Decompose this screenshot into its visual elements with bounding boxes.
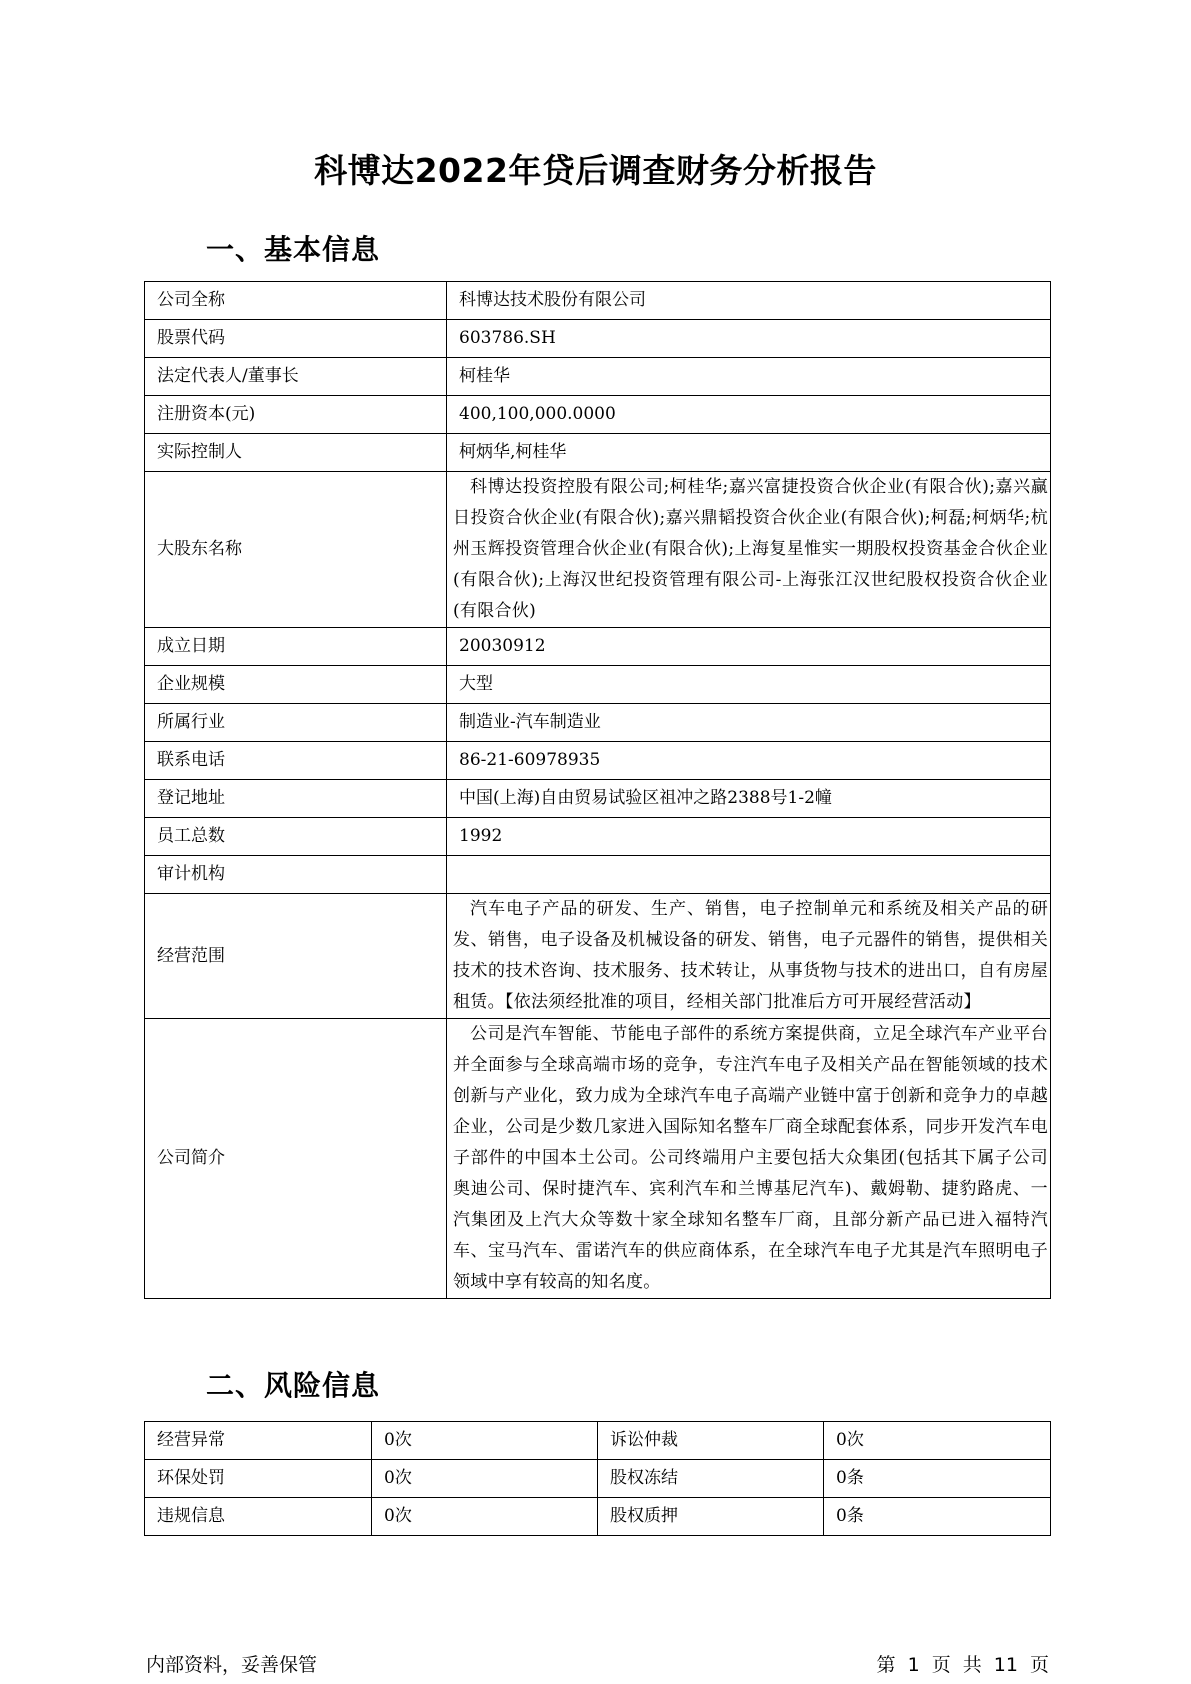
field-label: 企业规模 <box>145 666 447 704</box>
section-heading-risk-info: 二、风险信息 <box>206 1369 381 1402</box>
field-label: 实际控制人 <box>145 434 447 472</box>
section-heading-basic-info: 一、基本信息 <box>206 233 381 266</box>
field-value: 汽车电子产品的研发、生产、销售，电子控制单元和系统及相关产品的研发、销售，电子设备及机械设备的研发、销售，电子元器件的销售，提供相关技术的技术咨询、技术服务、技术转让，从事货物与技术的进出口，自有房屋租赁。【依法须经批准的项目，经相关部门批准后方可开展经营活动】 <box>447 894 1051 1019</box>
risk-value: 0次 <box>372 1498 598 1536</box>
field-value: 科博达投资控股有限公司;柯桂华;嘉兴富捷投资合伙企业(有限合伙);嘉兴赢日投资合伙企业(有限合伙);嘉兴鼎韬投资合伙企业(有限合伙);柯磊;柯炳华;杭州玉辉投资管理合伙企业(有限合伙);上海复星惟实一期股权投资基金合伙企业(有限合伙);上海汉世纪投资管理有限公司-上海张江汉世纪股权投资合伙企业(有限合伙) <box>447 472 1051 628</box>
table-row <box>145 742 1051 780</box>
risk-value: 0条 <box>824 1460 1051 1498</box>
field-value: 400,100,000.0000 <box>447 396 1051 434</box>
risk-value: 0条 <box>824 1498 1051 1536</box>
field-value: 大型 <box>447 666 1051 704</box>
risk-value: 0次 <box>824 1422 1051 1460</box>
field-label: 法定代表人/董事长 <box>145 358 447 396</box>
table-row <box>145 1019 1051 1299</box>
table-row <box>145 1422 1051 1460</box>
field-value: 柯桂华 <box>447 358 1051 396</box>
field-label: 股票代码 <box>145 320 447 358</box>
field-label: 所属行业 <box>145 704 447 742</box>
table-row <box>145 628 1051 666</box>
field-value: 1992 <box>447 818 1051 856</box>
field-value: 86-21-60978935 <box>447 742 1051 780</box>
risk-label: 诉讼仲裁 <box>598 1422 824 1460</box>
field-value: 柯炳华,柯桂华 <box>447 434 1051 472</box>
table-row <box>145 818 1051 856</box>
field-label: 审计机构 <box>145 856 447 894</box>
field-label: 公司全称 <box>145 282 447 320</box>
field-value: 20030912 <box>447 628 1051 666</box>
field-label: 员工总数 <box>145 818 447 856</box>
table-row <box>145 666 1051 704</box>
field-value: 制造业-汽车制造业 <box>447 704 1051 742</box>
risk-label: 环保处罚 <box>145 1460 372 1498</box>
table-row <box>145 1498 1051 1536</box>
field-label: 大股东名称 <box>145 472 447 628</box>
risk-info-table <box>144 1421 1051 1536</box>
document-title: 科博达2022年贷后调查财务分析报告 <box>314 151 877 190</box>
footer-page-number: 第 1 页 共 11 页 <box>876 1654 1049 1676</box>
risk-label: 股权质押 <box>598 1498 824 1536</box>
field-value: 科博达技术股份有限公司 <box>447 282 1051 320</box>
table-row <box>145 704 1051 742</box>
table-row <box>145 780 1051 818</box>
risk-value: 0次 <box>372 1460 598 1498</box>
field-label: 登记地址 <box>145 780 447 818</box>
field-value <box>447 856 1051 894</box>
field-label: 公司简介 <box>145 1019 447 1299</box>
table-row <box>145 472 1051 628</box>
footer-confidential-note: 内部资料，妥善保管 <box>146 1654 318 1676</box>
table-row <box>145 434 1051 472</box>
field-label: 成立日期 <box>145 628 447 666</box>
risk-label: 股权冻结 <box>598 1460 824 1498</box>
table-row <box>145 282 1051 320</box>
field-label: 经营范围 <box>145 894 447 1019</box>
field-value: 中国(上海)自由贸易试验区祖冲之路2388号1-2幢 <box>447 780 1051 818</box>
table-row <box>145 894 1051 1019</box>
table-row <box>145 358 1051 396</box>
risk-label: 违规信息 <box>145 1498 372 1536</box>
risk-label: 经营异常 <box>145 1422 372 1460</box>
field-label: 联系电话 <box>145 742 447 780</box>
table-row <box>145 856 1051 894</box>
field-value: 603786.SH <box>447 320 1051 358</box>
field-value: 公司是汽车智能、节能电子部件的系统方案提供商，立足全球汽车产业平台并全面参与全球高端市场的竞争，专注汽车电子及相关产品在智能领域的技术创新与产业化，致力成为全球汽车电子高端产业链中富于创新和竞争力的卓越企业，公司是少数几家进入国际知名整车厂商全球配套体系，同步开发汽车电子部件的中国本土公司。公司终端用户主要包括大众集团(包括其下属子公司奥迪公司、保时捷汽车、宾利汽车和兰博基尼汽车)、戴姆勒、捷豹路虎、一汽集团及上汽大众等数十家全球知名整车厂商，且部分新产品已进入福特汽车、宝马汽车、雷诺汽车的供应商体系，在全球汽车电子尤其是汽车照明电子领域中享有较高的知名度。 <box>447 1019 1051 1299</box>
basic-info-table <box>144 281 1051 1299</box>
table-row <box>145 396 1051 434</box>
risk-value: 0次 <box>372 1422 598 1460</box>
field-label: 注册资本(元) <box>145 396 447 434</box>
table-row <box>145 1460 1051 1498</box>
table-row <box>145 320 1051 358</box>
